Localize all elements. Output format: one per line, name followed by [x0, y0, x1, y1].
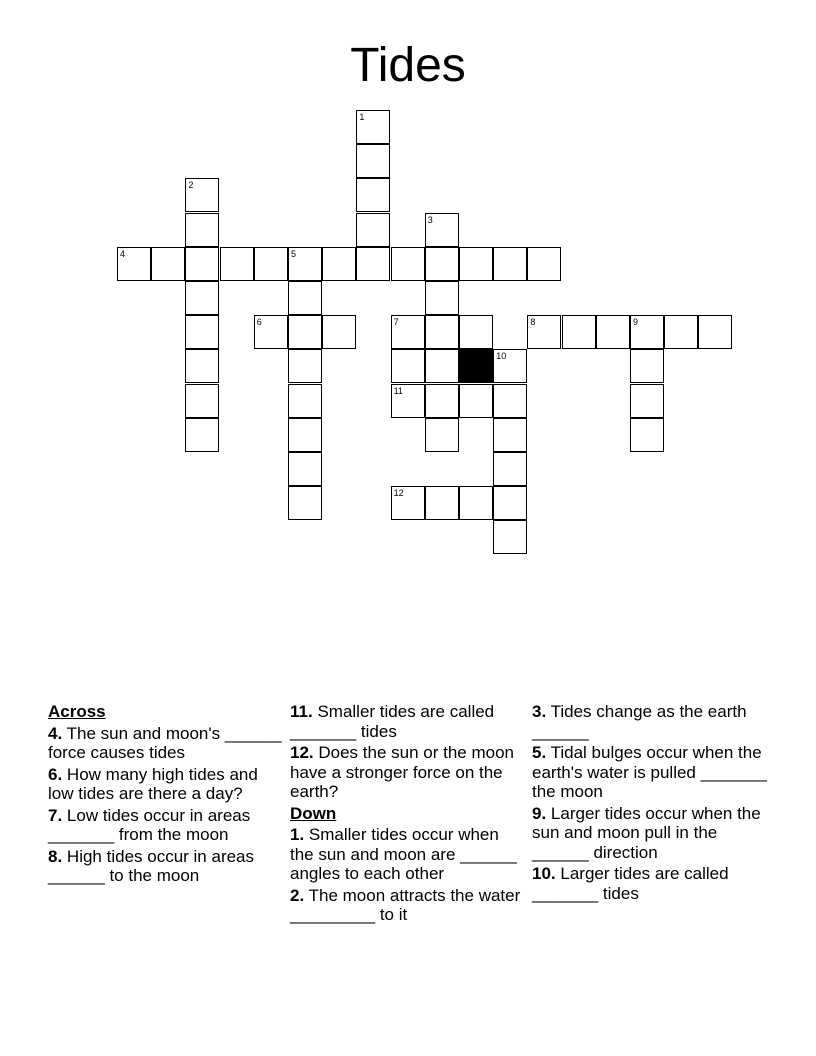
- grid-cell[interactable]: [425, 281, 459, 315]
- clue-across-4: [48, 724, 284, 763]
- grid-cell[interactable]: [698, 315, 732, 349]
- clue-column-1: [48, 702, 284, 888]
- grid-cell[interactable]: [356, 178, 390, 212]
- across-heading: Across: [48, 702, 106, 721]
- grid-cell[interactable]: [425, 486, 459, 520]
- grid-cell[interactable]: [493, 384, 527, 418]
- clue-down-2: [290, 886, 526, 925]
- grid-cell[interactable]: [630, 315, 664, 349]
- clue-number: 10.: [532, 864, 556, 883]
- grid-cell[interactable]: [117, 247, 151, 281]
- clue-number: 2.: [290, 885, 305, 905]
- grid-cell[interactable]: [527, 247, 561, 281]
- grid-cell[interactable]: [630, 349, 664, 383]
- cell-number: 10: [496, 351, 507, 362]
- grid-cell[interactable]: [596, 315, 630, 349]
- cell-number: 3: [427, 214, 433, 225]
- grid-cell[interactable]: [185, 418, 219, 452]
- grid-cell[interactable]: [185, 247, 219, 281]
- grid-cell[interactable]: [391, 247, 425, 281]
- clue-number: 6.: [48, 764, 63, 784]
- cell-number: 11: [393, 385, 403, 396]
- grid-cell[interactable]: [322, 315, 356, 349]
- grid-cell[interactable]: [562, 315, 596, 349]
- grid-cell[interactable]: [459, 486, 493, 520]
- clue-number: 8.: [48, 846, 63, 866]
- clue-text: Tidal bulges occur when the earth's water is pulled _______ the moon: [532, 743, 767, 801]
- cell-number: 4: [120, 248, 126, 259]
- grid-cell[interactable]: [425, 315, 459, 349]
- clue-text: How many high tides and low tides are there a day?: [48, 764, 258, 803]
- grid-cell[interactable]: [425, 418, 459, 452]
- grid-cell[interactable]: [288, 281, 322, 315]
- cell-number: 6: [256, 317, 262, 328]
- grid-cell[interactable]: [459, 315, 493, 349]
- grid-cell[interactable]: [391, 315, 425, 349]
- grid-cell[interactable]: [493, 418, 527, 452]
- grid-cell[interactable]: [356, 213, 390, 247]
- clue-number: 11.: [290, 702, 313, 721]
- grid-cell[interactable]: [391, 384, 425, 418]
- grid-cell[interactable]: [288, 315, 322, 349]
- grid-cell[interactable]: [391, 486, 425, 520]
- clue-column-2: [290, 702, 526, 927]
- cell-number: 2: [188, 180, 194, 191]
- clue-number: 5.: [532, 743, 547, 762]
- grid-cell[interactable]: [185, 281, 219, 315]
- grid-cell[interactable]: [288, 349, 322, 383]
- clue-across-11: [290, 702, 526, 741]
- grid-cell[interactable]: [493, 349, 527, 383]
- grid-cell[interactable]: [493, 247, 527, 281]
- grid-cell[interactable]: [664, 315, 698, 349]
- clue-down-1: [290, 825, 526, 884]
- grid-cell[interactable]: [288, 452, 322, 486]
- clue-text: The sun and moon's ______ force causes tides: [48, 723, 282, 762]
- cell-number: 7: [393, 317, 399, 328]
- grid-cell[interactable]: [288, 247, 322, 281]
- cell-number: 5: [291, 248, 297, 259]
- cell-number: 1: [359, 112, 365, 122]
- grid-cell[interactable]: [425, 349, 459, 383]
- clue-down-3: [532, 702, 768, 741]
- grid-cell[interactable]: [185, 315, 219, 349]
- grid-cell[interactable]: [185, 384, 219, 418]
- grid-cell[interactable]: [288, 384, 322, 418]
- grid-cell[interactable]: [356, 110, 390, 144]
- grid-cell[interactable]: [288, 486, 322, 520]
- clue-text: Smaller tides are called _______ tides: [290, 702, 495, 741]
- clue-text: Low tides occur in areas _______ from the moon: [48, 805, 251, 844]
- grid-cell[interactable]: [356, 144, 390, 178]
- clue-across-12: [290, 743, 526, 802]
- clue-number: 1.: [290, 825, 305, 844]
- grid-cell[interactable]: [425, 384, 459, 418]
- clue-text: High tides occur in areas ______ to the moon: [48, 846, 255, 885]
- clue-text: Larger tides occur when the sun and moon pull in the ______ direction: [532, 803, 761, 862]
- clue-text: Larger tides are called _______ tides: [532, 864, 729, 903]
- clue-text: Does the sun or the moon have a stronger force on the earth?: [290, 743, 514, 801]
- clue-down-10: [532, 864, 768, 903]
- grid-cell[interactable]: [185, 213, 219, 247]
- grid-cell[interactable]: [185, 178, 219, 212]
- grid-cell[interactable]: [220, 247, 254, 281]
- grid-cell[interactable]: [459, 384, 493, 418]
- clue-text: Smaller tides occur when the sun and moon are ______ angles to each other: [290, 825, 517, 883]
- grid-cell-black: [459, 349, 493, 383]
- grid-cell[interactable]: [527, 315, 561, 349]
- clue-across-8: [48, 847, 284, 886]
- grid-cell[interactable]: [493, 486, 527, 520]
- grid-cell[interactable]: [425, 213, 459, 247]
- clue-down-9: [532, 804, 768, 863]
- clue-across-6: [48, 765, 284, 804]
- grid-cell[interactable]: [425, 247, 459, 281]
- clue-column-3: [532, 702, 768, 905]
- grid-cell[interactable]: [459, 247, 493, 281]
- grid-cell[interactable]: [254, 247, 288, 281]
- clue-text: Tides change as the earth ______: [532, 702, 747, 741]
- grid-cell[interactable]: [630, 418, 664, 452]
- puzzle-title: Tides: [350, 39, 466, 92]
- grid-cell[interactable]: [322, 247, 356, 281]
- clue-across-7: [48, 806, 284, 845]
- grid-cell[interactable]: [630, 384, 664, 418]
- grid-cell[interactable]: [391, 349, 425, 383]
- clue-text: The moon attracts the water _________ to it: [290, 885, 521, 924]
- clue-number: 9.: [532, 803, 547, 823]
- grid-cell[interactable]: [288, 418, 322, 452]
- clue-number: 7.: [48, 805, 63, 825]
- clue-down-5: [532, 743, 768, 802]
- clue-number: 4.: [48, 723, 63, 743]
- cell-number: 12: [393, 488, 404, 499]
- clue-number: 12.: [290, 743, 314, 762]
- grid-cell[interactable]: [493, 520, 527, 554]
- grid-cell[interactable]: [356, 247, 390, 281]
- cell-number: 8: [530, 317, 536, 328]
- grid-cell[interactable]: [151, 247, 185, 281]
- grid-cell[interactable]: [185, 349, 219, 383]
- cell-number: 9: [633, 317, 639, 328]
- clue-number: 3.: [532, 702, 547, 721]
- down-heading: Down: [290, 803, 337, 823]
- grid-cell[interactable]: [254, 315, 288, 349]
- grid-cell[interactable]: [493, 452, 527, 486]
